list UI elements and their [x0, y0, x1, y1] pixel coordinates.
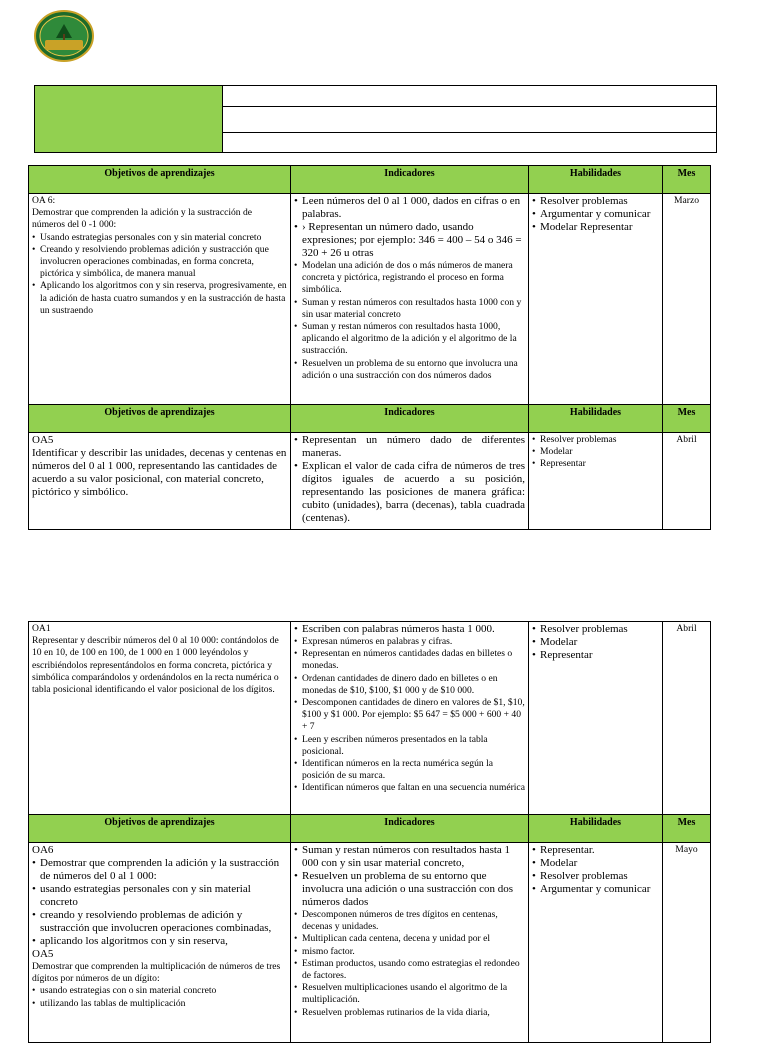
list-item: • Representar: [532, 458, 659, 470]
table-row: [29, 843, 711, 1043]
indicadores-cell: [291, 194, 529, 405]
list-item: • Suman y restan números con resultados hasta 1 000 con y sin usar material concreto,: [294, 844, 525, 870]
list-item: • Argumentar y comunicar: [532, 208, 659, 221]
list-item: • Modelar: [532, 636, 659, 649]
list-item: • mismo factor.: [294, 946, 525, 958]
list-item: • Argumentar y comunicar: [532, 883, 659, 896]
mes-cell: Mayo: [663, 843, 711, 1043]
list-item: • Descomponen cantidades de dinero en valores de $1, $10, $100 y $1 000. Por ejemplo: $5 647 = $5 000 + 600 + 40 + 7: [294, 697, 525, 734]
list-item: • Representan un número dado de diferentes maneras.: [294, 434, 525, 460]
header-indicadores: Indicadores: [291, 166, 529, 194]
list-item: • Descomponen números de tres dígitos en centenas, decenas y unidades.: [294, 909, 525, 933]
oa-text: Demostrar que comprenden la multiplicación de números de tres dígitos por números de un dígito:: [32, 961, 281, 985]
header-mes: Mes: [663, 815, 711, 843]
indicadores-cell: [291, 843, 529, 1043]
list-item: • Resolver problemas: [532, 195, 659, 208]
list-item: • Suman y restan números con resultados hasta 1000 con y sin usar material concreto: [294, 297, 525, 321]
mes-cell: Abril: [663, 433, 711, 530]
indicadores-list: [294, 623, 525, 795]
planning-table-2: [28, 621, 711, 1043]
list-item: • Modelar: [532, 446, 659, 458]
oa-list: [32, 232, 287, 317]
table-header-row: [29, 815, 711, 843]
list-item: • Resolver problemas: [532, 434, 659, 446]
table-header-row: [29, 405, 711, 433]
habilidades-cell: [529, 843, 663, 1043]
oa-text: Demostrar que comprenden la adición y la sustracción de números del 0 -1 000:: [32, 207, 253, 231]
indicadores-list: [294, 195, 525, 382]
list-item: • Escriben con palabras números hasta 1 000.: [294, 623, 525, 636]
objetivo-cell: [29, 622, 291, 815]
list-item: • Leen y escriben números presentados en la tabla posicional.: [294, 734, 525, 758]
oa-list: [32, 857, 287, 948]
list-item: • Usando estrategias personales con y sin material concreto: [32, 232, 287, 244]
mes-cell: Abril: [663, 622, 711, 815]
header-objetivos: Objetivos de aprendizajes: [29, 405, 291, 433]
habilidades-cell: [529, 194, 663, 405]
table-row: [29, 622, 711, 815]
objetivo-cell: [29, 843, 291, 1043]
list-item: • Aplicando los algoritmos con y sin reserva, progresivamente, en la adición de hasta cuatro sumandos y en la sustracción de hasta un sustraendo: [32, 280, 287, 317]
planning-table-1: [28, 165, 711, 530]
list-item: • Modelar Representar: [532, 221, 659, 234]
oa-text: Identificar y describir las unidades, decenas y centenas en números del 0 al 1 000, representando las cantidades de acuerdo a su valor posicional, con material concreto, pictórico y simbólico.: [32, 447, 287, 498]
oa-title: OA5: [32, 434, 54, 446]
list-item: • Representan en números cantidades dadas en billetes o monedas.: [294, 648, 525, 672]
table-row: [29, 433, 711, 530]
oa-title: OA5: [32, 948, 54, 960]
list-item: • usando estrategias con o sin material concreto: [32, 985, 287, 997]
list-item: • Identifican números en la recta numérica según la posición de su marca.: [294, 758, 525, 782]
indicadores-list: [294, 844, 525, 1019]
list-item: • Resuelven multiplicaciones usando el algoritmo de la multiplicación.: [294, 982, 525, 1006]
header-green-cell: [35, 86, 223, 152]
list-item: • Representar.: [532, 844, 659, 857]
list-item: • Estiman productos, usando como estrategias el redondeo de factores.: [294, 958, 525, 982]
oa-title: OA1: [32, 623, 51, 634]
oa-title: OA 6:: [32, 195, 56, 206]
header-line-1: [222, 106, 717, 107]
list-item: • Leen números del 0 al 1 000, dados en cifras o en palabras.: [294, 195, 525, 221]
header-habilidades: Habilidades: [529, 815, 663, 843]
header-mes: Mes: [663, 405, 711, 433]
list-item: • Expresan números en palabras y cifras.: [294, 636, 525, 648]
header-objetivos: Objetivos de aprendizajes: [29, 815, 291, 843]
objetivo-cell: [29, 433, 291, 530]
list-item: • aplicando los algoritmos con y sin reserva,: [32, 935, 287, 948]
header-objetivos: Objetivos de aprendizajes: [29, 166, 291, 194]
header-habilidades: Habilidades: [529, 166, 663, 194]
school-logo: [34, 10, 94, 62]
list-item: • Identifican números que faltan en una secuencia numérica: [294, 782, 525, 794]
list-item: • Resuelven un problema de su entorno que involucra una adición o una sustracción con dos números dados: [294, 358, 525, 382]
objetivo-cell: [29, 194, 291, 405]
list-item: • Demostrar que comprenden la adición y la sustracción de números del 0 al 1 000:: [32, 857, 287, 883]
indicadores-list: [294, 434, 525, 525]
list-item: • Explican el valor de cada cifra de números de tres dígitos iguales de acuerdo a su posición, representando las posiciones de manera gráfica: cubito (unidades), barra (decenas), tabla cuadrada (centenas).: [294, 460, 525, 525]
list-item: • › Representan un número dado, usando expresiones; por ejemplo: 346 = 400 – 54 o 346 = 320 + 26 u otras: [294, 221, 525, 260]
list-item: • Creando y resolviendo problemas adición y sustracción que involucren operaciones combinadas, en forma concreta, pictórica y simbólica, de manera manual: [32, 244, 287, 281]
header-line-2: [222, 132, 717, 133]
oa-list: [32, 985, 287, 1009]
header-habilidades: Habilidades: [529, 405, 663, 433]
habilidades-cell: [529, 433, 663, 530]
indicadores-cell: [291, 433, 529, 530]
header-indicadores: Indicadores: [291, 815, 529, 843]
habilidades-list: [532, 844, 659, 896]
table-row: [29, 194, 711, 405]
list-item: • Resolver problemas: [532, 870, 659, 883]
habilidades-list: [532, 195, 659, 234]
habilidades-list: [532, 623, 659, 662]
list-item: • usando estrategias personales con y sin material concreto: [32, 883, 287, 909]
header-info-box: [34, 85, 717, 153]
list-item: • Resolver problemas: [532, 623, 659, 636]
mes-cell: Marzo: [663, 194, 711, 405]
header-mes: Mes: [663, 166, 711, 194]
table-header-row: [29, 166, 711, 194]
list-item: • Representar: [532, 649, 659, 662]
list-item: • Modelar: [532, 857, 659, 870]
indicadores-cell: [291, 622, 529, 815]
list-item: • Resuelven problemas rutinarios de la vida diaria,: [294, 1007, 525, 1019]
habilidades-cell: [529, 622, 663, 815]
list-item: • Resuelven un problema de su entorno que involucra una adición o una sustracción con dos números dados: [294, 870, 525, 909]
list-item: • Modelan una adición de dos o más números de manera concreta y pictórica, registrando el proceso en forma simbólica.: [294, 260, 525, 297]
header-indicadores: Indicadores: [291, 405, 529, 433]
list-item: • creando y resolviendo problemas de adición y sustracción que involucren operaciones combinadas,: [32, 909, 287, 935]
list-item: • Multiplican cada centena, decena y unidad por el: [294, 933, 525, 945]
list-item: • Ordenan cantidades de dinero dado en billetes o en monedas de $10, $100, $1 000 y de $10 000.: [294, 673, 525, 697]
oa-text: Representar y describir números del 0 al 10 000: contándolos de 10 en 10, de 100 en 100, de 1 000 en 1 000 leyéndolos y escribiéndolos representándolos en forma concreta, pictórica y simbólica comparándolos y ordenándolos en la recta numérica o tabla posicional identificando el valor posicional de los dígitos.: [32, 635, 279, 696]
habilidades-list: [532, 434, 659, 471]
list-item: • Suman y restan números con resultados hasta 1000, aplicando el algoritmo de la adición y el algoritmo de la sustracción.: [294, 321, 525, 358]
oa-title: OA6: [32, 844, 54, 856]
list-item: • utilizando las tablas de multiplicación: [32, 998, 287, 1010]
